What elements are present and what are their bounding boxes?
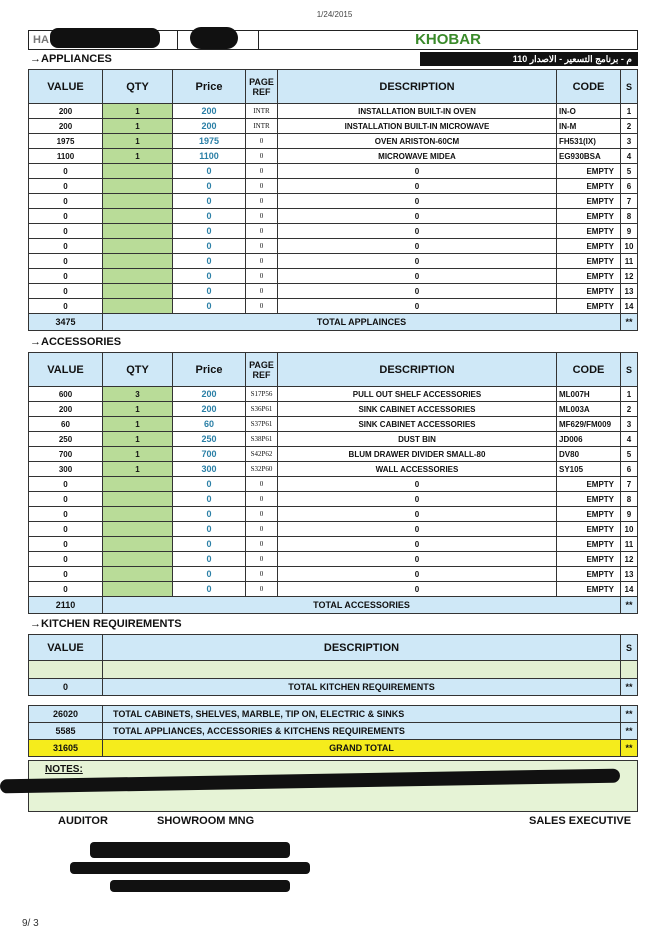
value-cell: 0: [29, 567, 103, 582]
value-cell: 0: [29, 492, 103, 507]
value-cell: 0: [29, 477, 103, 492]
serial-cell: 4: [621, 149, 638, 164]
code-cell: IN-O: [557, 104, 621, 119]
col-header: VALUE: [29, 635, 103, 661]
total-mark: **: [621, 314, 638, 331]
serial-cell: 6: [621, 179, 638, 194]
page-ref-cell: 0: [246, 224, 278, 239]
redaction: [50, 28, 160, 48]
table-row: [29, 402, 638, 417]
kitchen-table: [28, 634, 638, 696]
summary-label: TOTAL CABINETS, SHELVES, MARBLE, TIP ON, ELECTRIC & SINKS: [103, 706, 621, 723]
grand-total-row: [29, 740, 638, 757]
code-cell: EMPTY: [557, 269, 621, 284]
table-row: [29, 149, 638, 164]
table-row: [29, 194, 638, 209]
summary-value: 5585: [29, 723, 103, 740]
description-cell: 0: [278, 522, 557, 537]
price-cell: 0: [173, 492, 246, 507]
price-cell: 700: [173, 447, 246, 462]
serial-cell: 14: [621, 299, 638, 314]
page-ref-cell: S32P60: [246, 462, 278, 477]
qty-cell: [103, 522, 173, 537]
description-cell: SINK CABINET ACCESSORIES: [278, 417, 557, 432]
table-row: [29, 582, 638, 597]
qty-cell: 3: [103, 387, 173, 402]
serial-cell: 1: [621, 387, 638, 402]
description-cell: DUST BIN: [278, 432, 557, 447]
code-cell: MF629/FM009: [557, 417, 621, 432]
qty-cell: [103, 269, 173, 284]
code-cell: DV80: [557, 447, 621, 462]
serial-cell: 7: [621, 477, 638, 492]
price-cell: 0: [173, 224, 246, 239]
code-cell: EMPTY: [557, 522, 621, 537]
page-ref-cell: 0: [246, 552, 278, 567]
qty-cell: [103, 239, 173, 254]
code-cell: EMPTY: [557, 284, 621, 299]
value-cell: 200: [29, 402, 103, 417]
table-row: [29, 239, 638, 254]
summary-table: [28, 705, 638, 757]
serial-cell: 4: [621, 432, 638, 447]
col-header: DESCRIPTION: [103, 635, 621, 661]
appliances-title: →APPLIANCES: [30, 53, 112, 65]
table-row: [29, 661, 638, 679]
value-cell: 600: [29, 387, 103, 402]
table-row: [29, 432, 638, 447]
description-cell: 0: [278, 507, 557, 522]
code-cell: EMPTY: [557, 194, 621, 209]
redaction: [90, 842, 290, 858]
serial-cell: 12: [621, 552, 638, 567]
description-cell: MICROWAVE MIDEA: [278, 149, 557, 164]
code-cell: EMPTY: [557, 299, 621, 314]
table-row: [29, 492, 638, 507]
value-cell: 300: [29, 462, 103, 477]
print-date: 1/24/2015: [316, 10, 353, 19]
code-cell: EG930BSA: [557, 149, 621, 164]
description-cell: BLUM DRAWER DIVIDER SMALL-80: [278, 447, 557, 462]
qty-cell: 1: [103, 432, 173, 447]
serial-cell: 12: [621, 269, 638, 284]
page-ref-cell: 0: [246, 134, 278, 149]
code-cell: SY105: [557, 462, 621, 477]
col-header: PAGE REF: [246, 353, 278, 387]
price-cell: 1100: [173, 149, 246, 164]
branch-name: KHOBAR: [415, 31, 481, 48]
serial-cell: 11: [621, 537, 638, 552]
page-ref-cell: S37P61: [246, 417, 278, 432]
accessories-table: [28, 352, 638, 614]
code-cell: ML007H: [557, 387, 621, 402]
qty-cell: [103, 224, 173, 239]
price-cell: 0: [173, 209, 246, 224]
table-row: [29, 387, 638, 402]
table-row: [29, 134, 638, 149]
price-cell: 0: [173, 522, 246, 537]
table-row: [29, 104, 638, 119]
code-cell: ML003A: [557, 402, 621, 417]
price-cell: 300: [173, 462, 246, 477]
description-cell: 0: [278, 179, 557, 194]
summary-row: [29, 706, 638, 723]
page-ref-cell: 0: [246, 299, 278, 314]
value-cell: 0: [29, 299, 103, 314]
col-header: DESCRIPTION: [278, 353, 557, 387]
customer-name: HA: [29, 31, 178, 49]
qty-cell: 1: [103, 149, 173, 164]
page-ref-cell: INTR: [246, 119, 278, 134]
code-cell: EMPTY: [557, 224, 621, 239]
value-cell: 60: [29, 417, 103, 432]
summary-value: 26020: [29, 706, 103, 723]
price-cell: 60: [173, 417, 246, 432]
value-cell: 0: [29, 284, 103, 299]
table-row: [29, 477, 638, 492]
value-cell: 0: [29, 209, 103, 224]
page-ref-cell: S42P62: [246, 447, 278, 462]
description-cell: 0: [278, 552, 557, 567]
page-ref-cell: S36P61: [246, 402, 278, 417]
table-row: [29, 537, 638, 552]
table-row: [29, 507, 638, 522]
description-cell: 0: [278, 224, 557, 239]
value-cell: 250: [29, 432, 103, 447]
total-mark: **: [621, 679, 638, 696]
notes-label: NOTES:: [45, 764, 83, 775]
table-row: [29, 417, 638, 432]
value-cell: 0: [29, 537, 103, 552]
serial-cell: 9: [621, 224, 638, 239]
serial-cell: 2: [621, 119, 638, 134]
col-header: S: [621, 70, 638, 104]
price-cell: 250: [173, 432, 246, 447]
kitchen-title: →KITCHEN REQUIREMENTS: [30, 618, 182, 630]
page-ref-cell: 0: [246, 522, 278, 537]
value-cell: 200: [29, 104, 103, 119]
auditor-label: AUDITOR: [58, 815, 108, 827]
summary-row: [29, 723, 638, 740]
table-row: [29, 209, 638, 224]
sales-label: SALES EXECUTIVE: [529, 815, 632, 827]
qty-cell: [103, 299, 173, 314]
serial-cell: 11: [621, 254, 638, 269]
description-cell: 0: [278, 537, 557, 552]
table-row: [29, 269, 638, 284]
serial-cell: 13: [621, 284, 638, 299]
price-cell: 0: [173, 194, 246, 209]
version-banner: م - برنامج التسعير - الاصدار 110: [420, 52, 638, 66]
page-ref-cell: 0: [246, 254, 278, 269]
col-header: S: [621, 353, 638, 387]
description-cell: 0: [278, 194, 557, 209]
page-ref-cell: 0: [246, 507, 278, 522]
description-cell: 0: [278, 567, 557, 582]
page-ref-cell: 0: [246, 492, 278, 507]
qty-cell: [103, 507, 173, 522]
value-cell: 200: [29, 119, 103, 134]
description-cell: INSTALLATION BUILT-IN MICROWAVE: [278, 119, 557, 134]
description-cell: 0: [278, 477, 557, 492]
qty-cell: 1: [103, 104, 173, 119]
price-cell: 200: [173, 104, 246, 119]
qty-cell: [103, 209, 173, 224]
qty-cell: [103, 477, 173, 492]
summary-label: TOTAL APPLIANCES, ACCESSORIES & KITCHENS REQUIREMENTS: [103, 723, 621, 740]
table-row: [29, 254, 638, 269]
serial-cell: 5: [621, 164, 638, 179]
serial-cell: 13: [621, 567, 638, 582]
description-cell: 0: [278, 164, 557, 179]
page-ref-cell: 0: [246, 537, 278, 552]
price-cell: 0: [173, 284, 246, 299]
serial-cell: 6: [621, 462, 638, 477]
table-row: [29, 119, 638, 134]
serial-cell: 1: [621, 104, 638, 119]
value-cell: 0: [29, 552, 103, 567]
page-number: 9/ 3: [22, 918, 39, 929]
value-cell: 0: [29, 164, 103, 179]
summary-mark: **: [621, 706, 638, 723]
page-ref-cell: 0: [246, 194, 278, 209]
serial-cell: 10: [621, 239, 638, 254]
code-cell: EMPTY: [557, 492, 621, 507]
code-cell: EMPTY: [557, 537, 621, 552]
price-cell: 200: [173, 402, 246, 417]
value-cell: 0: [29, 224, 103, 239]
total-label: TOTAL APPLAINCES: [103, 314, 621, 331]
value-cell: 0: [29, 507, 103, 522]
qty-cell: [103, 582, 173, 597]
table-row: [29, 567, 638, 582]
table-row: [29, 552, 638, 567]
page-ref-cell: S38P61: [246, 432, 278, 447]
table-row: [29, 299, 638, 314]
table-row: [29, 522, 638, 537]
code-cell: JD006: [557, 432, 621, 447]
page-ref-cell: 0: [246, 567, 278, 582]
qty-cell: [103, 492, 173, 507]
page-ref-cell: 0: [246, 269, 278, 284]
description-cell: 0: [278, 284, 557, 299]
serial-cell: 5: [621, 447, 638, 462]
description-cell: INSTALLATION BUILT-IN OVEN: [278, 104, 557, 119]
total-value: 0: [29, 679, 103, 696]
qty-cell: [103, 552, 173, 567]
price-cell: 0: [173, 477, 246, 492]
grand-total-label: GRAND TOTAL: [103, 740, 621, 757]
description-cell: 0: [278, 582, 557, 597]
page-ref-cell: 0: [246, 149, 278, 164]
price-cell: 0: [173, 537, 246, 552]
value-cell: 0: [29, 239, 103, 254]
serial-cell: 8: [621, 492, 638, 507]
price-cell: 0: [173, 567, 246, 582]
description-cell: PULL OUT SHELF ACCESSORIES: [278, 387, 557, 402]
description-cell: 0: [278, 299, 557, 314]
price-cell: 0: [173, 164, 246, 179]
total-row: [29, 314, 638, 331]
price-cell: 200: [173, 387, 246, 402]
table-row: [29, 164, 638, 179]
code-cell: EMPTY: [557, 507, 621, 522]
table-row: [29, 284, 638, 299]
serial-cell: 3: [621, 134, 638, 149]
code-cell: EMPTY: [557, 477, 621, 492]
qty-cell: [103, 284, 173, 299]
col-header: QTY: [103, 70, 173, 104]
qty-cell: [103, 567, 173, 582]
price-cell: 0: [173, 254, 246, 269]
qty-cell: [103, 194, 173, 209]
total-row: [29, 597, 638, 614]
serial-cell: 3: [621, 417, 638, 432]
price-cell: 0: [173, 239, 246, 254]
qty-cell: 1: [103, 447, 173, 462]
price-cell: 0: [173, 552, 246, 567]
serial-cell: 8: [621, 209, 638, 224]
summary-mark: **: [621, 740, 638, 757]
code-cell: EMPTY: [557, 567, 621, 582]
table-row: [29, 224, 638, 239]
code-cell: EMPTY: [557, 552, 621, 567]
qty-cell: 1: [103, 402, 173, 417]
qty-cell: [103, 254, 173, 269]
page-ref-cell: 0: [246, 209, 278, 224]
price-cell: 0: [173, 582, 246, 597]
value-cell: 0: [29, 179, 103, 194]
code-cell: EMPTY: [557, 209, 621, 224]
code-cell: EMPTY: [557, 164, 621, 179]
total-label: TOTAL ACCESSORIES: [103, 597, 621, 614]
col-header: Price: [173, 70, 246, 104]
serial-cell: 2: [621, 402, 638, 417]
showroom-label: SHOWROOM MNG: [157, 815, 255, 827]
code-cell: EMPTY: [557, 239, 621, 254]
col-header: DESCRIPTION: [278, 70, 557, 104]
col-header: QTY: [103, 353, 173, 387]
qty-cell: [103, 537, 173, 552]
value-cell: 1975: [29, 134, 103, 149]
price-cell: 0: [173, 299, 246, 314]
page-ref-cell: 0: [246, 179, 278, 194]
price-cell: 1975: [173, 134, 246, 149]
description-cell: 0: [278, 239, 557, 254]
page-ref-cell: S17P56: [246, 387, 278, 402]
col-header: VALUE: [29, 353, 103, 387]
value-cell: 700: [29, 447, 103, 462]
description-cell: 0: [278, 269, 557, 284]
qty-cell: 1: [103, 134, 173, 149]
col-header: Price: [173, 353, 246, 387]
description-cell: 0: [278, 492, 557, 507]
grand-total-value: 31605: [29, 740, 103, 757]
col-header: VALUE: [29, 70, 103, 104]
total-mark: **: [621, 597, 638, 614]
serial-cell: 9: [621, 507, 638, 522]
page-ref-cell: INTR: [246, 104, 278, 119]
code-cell: IN-M: [557, 119, 621, 134]
redaction: [190, 27, 238, 49]
code-cell: FH531(IX): [557, 134, 621, 149]
page-ref-cell: 0: [246, 239, 278, 254]
redaction: [110, 880, 290, 892]
price-cell: 0: [173, 269, 246, 284]
summary-mark: **: [621, 723, 638, 740]
code-cell: EMPTY: [557, 582, 621, 597]
description-cell: OVEN ARISTON-60CM: [278, 134, 557, 149]
col-header: S: [621, 635, 638, 661]
qty-cell: [103, 179, 173, 194]
table-row: [29, 179, 638, 194]
value-cell: 0: [29, 582, 103, 597]
code-cell: EMPTY: [557, 179, 621, 194]
redaction: [70, 862, 310, 874]
table-row: [29, 447, 638, 462]
serial-cell: 7: [621, 194, 638, 209]
description-cell: 0: [278, 254, 557, 269]
value-cell: 1100: [29, 149, 103, 164]
col-header: CODE: [557, 70, 621, 104]
table-row: [29, 462, 638, 477]
price-cell: 0: [173, 179, 246, 194]
value-cell: 0: [29, 522, 103, 537]
qty-cell: [103, 164, 173, 179]
total-value: 2110: [29, 597, 103, 614]
page-ref-cell: 0: [246, 477, 278, 492]
description-cell: SINK CABINET ACCESSORIES: [278, 402, 557, 417]
col-header: PAGE REF: [246, 70, 278, 104]
accessories-title: →ACCESSORIES: [30, 336, 122, 348]
price-cell: 0: [173, 507, 246, 522]
description-cell: WALL ACCESSORIES: [278, 462, 557, 477]
page-ref-cell: 0: [246, 164, 278, 179]
col-header: CODE: [557, 353, 621, 387]
code-cell: EMPTY: [557, 254, 621, 269]
page-ref-cell: 0: [246, 284, 278, 299]
total-label: TOTAL KITCHEN REQUIREMENTS: [103, 679, 621, 696]
total-value: 3475: [29, 314, 103, 331]
page-ref-cell: 0: [246, 582, 278, 597]
value-cell: 0: [29, 254, 103, 269]
qty-cell: 1: [103, 119, 173, 134]
total-row: [29, 679, 638, 696]
value-cell: 0: [29, 194, 103, 209]
appliances-table: [28, 69, 638, 331]
serial-cell: 10: [621, 522, 638, 537]
qty-cell: 1: [103, 417, 173, 432]
qty-cell: 1: [103, 462, 173, 477]
value-cell: 0: [29, 269, 103, 284]
serial-cell: 14: [621, 582, 638, 597]
price-cell: 200: [173, 119, 246, 134]
description-cell: 0: [278, 209, 557, 224]
